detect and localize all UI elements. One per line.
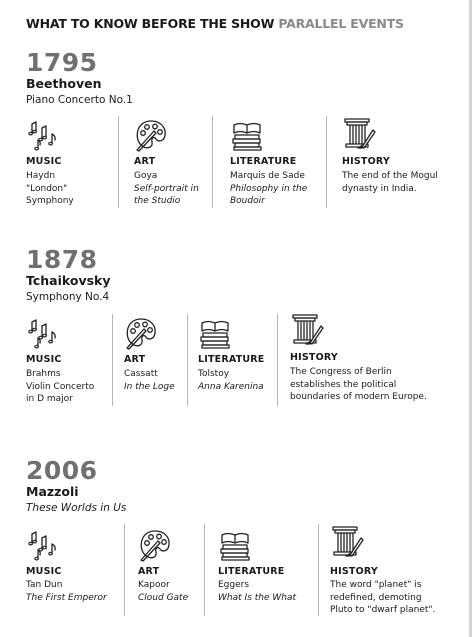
history-line: dynasty in India. [342,183,417,194]
literature-label: LITERATURE [198,354,265,365]
book-stack-icon [230,118,264,152]
music-notes-icon [26,118,60,152]
music-entry [26,579,122,604]
composer-work: These Worlds in Us [26,502,127,514]
history-entry [290,366,450,404]
composer-name: Mazzoli [26,484,79,499]
divider [204,524,205,616]
year-2006: 2006 [26,456,98,485]
page-header [26,16,404,31]
artwork-title: the Studio [134,196,181,206]
history-label: HISTORY [342,156,390,167]
divider [277,314,278,406]
divider [118,116,119,208]
music-line: Symphony [26,196,74,206]
header-title: WHAT TO KNOW BEFORE THE SHOW [26,16,275,31]
music-notes-icon [26,316,60,350]
author-name: Marquis de Sade [230,171,305,181]
composer-line: Tan Dun [26,580,63,590]
music-label: MUSIC [26,156,62,167]
composer-work: Symphony No.4 [26,291,110,303]
paint-palette-icon [124,316,158,350]
artist-name: Kapoor [138,580,170,590]
year-1878: 1878 [26,245,98,274]
divider [187,314,188,406]
literature-entry [218,579,314,604]
history-label: HISTORY [330,566,378,577]
music-work-title: The First Emperor [26,592,107,603]
book-title: Philosophy in the [230,183,308,194]
book-title: What Is the What [218,592,296,603]
divider [124,524,125,616]
music-label: MUSIC [26,566,62,577]
header-subtitle: PARALLEL EVENTS [278,16,404,31]
divider [326,116,327,208]
music-line: Violin Concerto [26,381,95,392]
author-name: Eggers [218,580,250,590]
book-title: Anna Karenina [198,381,264,392]
music-line: in D major [26,394,73,404]
history-line: The Congress of Berlin [290,367,392,377]
divider [212,116,213,208]
music-entry [26,368,108,406]
history-line: Pluto to "dwarf planet". [330,605,436,615]
art-entry [138,579,200,604]
music-label: MUSIC [26,354,62,365]
art-label: ART [124,354,146,365]
divider [318,524,319,616]
book-title: Boudoir [230,196,265,206]
artist-name: Goya [134,171,158,181]
literature-entry [198,368,274,393]
history-line: redefined, demoting [330,592,422,603]
history-line: establishes the political [290,379,397,390]
paint-palette-icon [138,528,172,562]
composer-work: Piano Concerto No.1 [26,94,133,106]
music-notes-icon [26,528,60,562]
music-line: Brahms [26,369,61,379]
history-entry [342,170,452,195]
column-quill-icon [342,116,376,150]
artwork-title: In the Loge [124,381,175,392]
art-entry [134,170,208,208]
literature-label: LITERATURE [218,566,285,577]
music-line: "London" [26,183,68,194]
history-line: The end of the Mogul [342,171,438,181]
column-quill-icon [330,524,364,558]
author-name: Tolstoy [198,369,230,379]
column-quill-icon [290,312,324,346]
composer-name: Beethoven [26,76,102,91]
history-label: HISTORY [290,352,338,363]
artwork-title: Self-portrait in [134,183,199,194]
art-label: ART [134,156,156,167]
paint-palette-icon [134,118,168,152]
music-entry [26,170,106,208]
history-entry [330,579,455,617]
artwork-title: Cloud Gate [138,592,189,603]
art-label: ART [138,566,160,577]
composer-name: Tchaikovsky [26,273,111,288]
literature-label: LITERATURE [230,156,297,167]
art-entry [124,368,184,393]
book-stack-icon [218,528,252,562]
history-line: boundaries of modern Europe. [290,392,427,402]
book-stack-icon [198,316,232,350]
artist-name: Cassatt [124,369,158,379]
music-line: Haydn [26,171,56,181]
history-line: The word "planet" is [330,580,422,590]
literature-entry [230,170,320,208]
divider [112,314,113,406]
year-1795: 1795 [26,48,98,77]
